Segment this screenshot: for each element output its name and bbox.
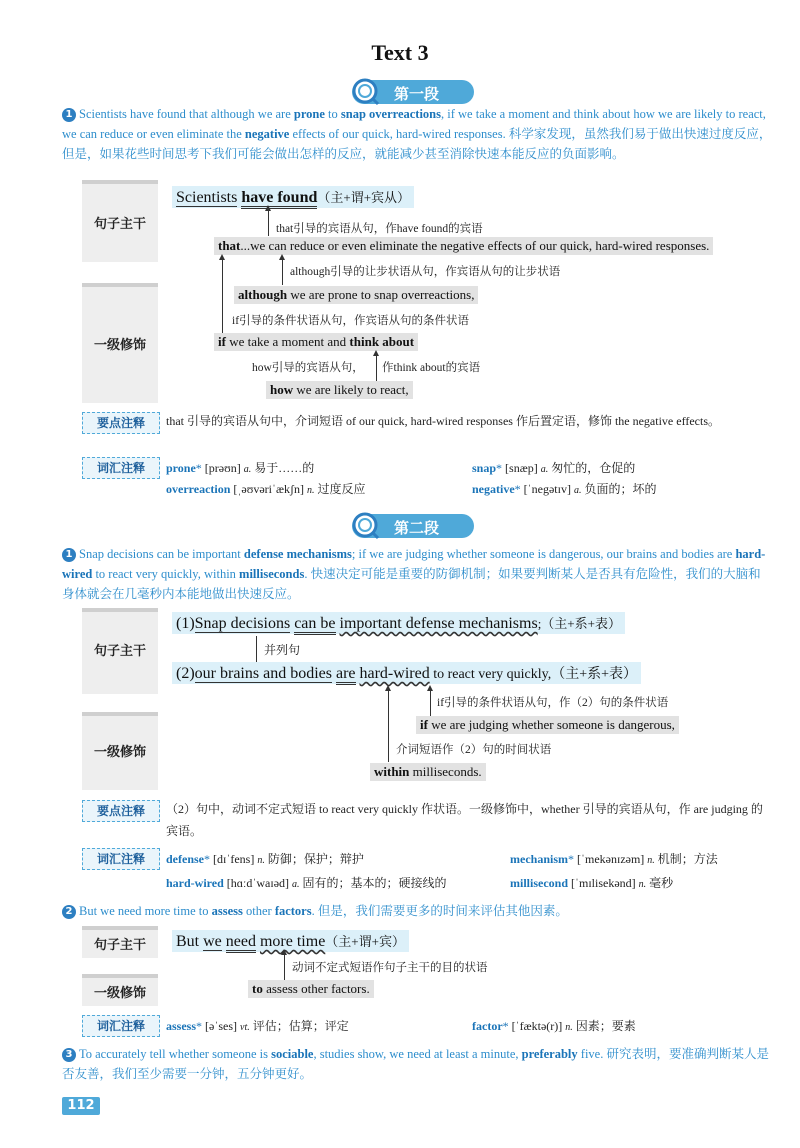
para-text: . 但是，我们需要更多的时间来评估其他因素。 <box>311 904 568 918</box>
para-keyword: sociable <box>271 1047 314 1061</box>
clause-keyword: think about <box>349 334 415 349</box>
vocab-phonetic: [ˈfæktə(r)] <box>511 1019 563 1033</box>
vocab-meaning: 机制；方法 <box>657 852 718 866</box>
modifier-label: 一级修饰 <box>93 986 146 1001</box>
vocab-phonetic: [əˈses] <box>205 1019 237 1033</box>
core-pattern-note: （主+谓+宾从） <box>317 190 411 205</box>
paragraph-s2-3 <box>62 1044 772 1084</box>
clause-keyword: within <box>374 764 410 779</box>
section-heading-1 <box>352 80 474 104</box>
sentence-number: 3 <box>62 1048 76 1062</box>
vocab-word: overreaction <box>166 482 231 496</box>
sentence-number: 2 <box>62 905 76 919</box>
vocab-pos: vt. <box>240 1022 250 1033</box>
annotation: that引导的宾语从句，作have found的宾语 <box>276 223 483 235</box>
core-verb: are <box>336 665 356 685</box>
annotation: how引导的宾语从句， <box>252 362 364 374</box>
para-keyword: assess <box>211 904 243 918</box>
clause-keyword: although <box>238 287 288 302</box>
core-subject: we <box>203 933 222 950</box>
para-text: Scientists have found that although we are <box>79 107 294 121</box>
paragraph-s1-1 <box>62 104 772 164</box>
vocab-pos: n. <box>638 879 647 890</box>
core-verb: can be <box>294 615 335 635</box>
core-label: 句子主干 <box>93 217 146 232</box>
para-text: . 快速决定可能是重要的防御机制；如果要判断某人是否具有危险性，我们的大脑和身体就会在几毫秒内本能地做出快速反应。 <box>62 567 761 601</box>
vocab-pos: n. <box>565 1022 573 1033</box>
para-keyword: factors <box>274 904 312 918</box>
core-text: But <box>176 933 204 950</box>
para-text: To accurately tell whether someone is <box>79 1047 272 1061</box>
para-text: , studies show, we need at least a minute, <box>313 1047 522 1061</box>
annotation: 并列句 <box>264 643 301 657</box>
clause-if <box>214 333 418 351</box>
core-object: important defense mechanisms <box>339 615 538 632</box>
vocab-pos: n. <box>257 855 265 866</box>
core-subject: Scientists <box>176 189 238 206</box>
clause-text: milliseconds. <box>409 764 482 779</box>
vocab-phonetic: [snæp] <box>505 461 538 475</box>
section-heading-2 <box>352 514 474 538</box>
para-text: to react very quickly, within <box>92 567 240 581</box>
clause-keyword: that <box>218 238 241 253</box>
vocab-word: prone <box>166 461 196 475</box>
vocab-tag: 词汇注释 <box>82 848 160 870</box>
vocab-pos: a. <box>573 485 582 496</box>
vocab-meaning: 毫秒 <box>649 876 674 890</box>
core-sentence-1 <box>172 612 625 634</box>
core-index: (2) <box>176 665 195 682</box>
vocab-meaning: 防御；保护；辩护 <box>267 852 364 866</box>
vocab-pos: a. <box>540 464 549 475</box>
sentence-number: 1 <box>62 548 76 562</box>
vocab-phonetic: [ˈmɪlisekənd] <box>571 876 636 890</box>
annotation: 介词短语作（2）句的时间状语 <box>396 744 552 756</box>
vocab-word: defense <box>166 852 204 866</box>
section-heading-label: 第一段 <box>394 85 440 103</box>
para-keyword: snap overreactions <box>340 107 442 121</box>
vocab-entry: negative* [ˈnegətɪv] a. 负面的；坏的 <box>472 482 657 496</box>
annotation: although引导的让步状语从句，作宾语从句的让步状语 <box>290 266 561 278</box>
core-label: 句子主干 <box>93 644 146 659</box>
vocab-meaning: 负面的；坏的 <box>584 482 657 496</box>
vocab-entry <box>166 480 366 497</box>
para-text: five. 研究表明，要准确判断某人是否友善，我们至少需要一分钟，五分钟更好。 <box>62 1047 769 1081</box>
para-text: ; if we are judging whether someone is dangerous, our brains and bodies are <box>351 547 736 561</box>
para-text: But we need more time to <box>79 904 212 918</box>
clause-keyword: if <box>218 334 226 349</box>
vocab-tag: 词汇注释 <box>82 457 160 479</box>
vocab-pos: n. <box>306 485 315 496</box>
paragraph-s2-1 <box>62 544 772 604</box>
para-text: Snap decisions can be important <box>79 547 244 561</box>
vocab-phonetic: [prəʊn] <box>204 461 241 475</box>
core-object: hard-wired <box>359 665 430 682</box>
vocab-word: assess <box>166 1019 197 1033</box>
core-pattern-note: ;（主+系+表） <box>537 616 621 631</box>
vocab-pos: a. <box>243 464 252 475</box>
clause-text: assess other factors. <box>262 981 370 996</box>
clause-to <box>248 980 374 998</box>
core-sentence <box>172 186 414 208</box>
core-sentence-2 <box>172 662 641 684</box>
key-notes-tag: 要点注释 <box>82 412 160 434</box>
core-verb: have found <box>241 189 317 209</box>
core-pattern-note: to react very quickly,（主+系+表） <box>429 667 638 682</box>
section-heading-label: 第二段 <box>394 519 440 537</box>
para-keyword: prone <box>293 107 325 121</box>
vocab-word: factor <box>472 1019 503 1033</box>
vocab-word: mechanism <box>510 852 568 866</box>
vocab-entry: snap* [snæp] a. 匆忙的，仓促的 <box>472 461 636 475</box>
annotation: 动词不定式短语作句子主干的目的状语 <box>292 962 488 974</box>
core-pattern-note: （主+谓+宾） <box>325 934 405 949</box>
core-subject: our brains and bodies <box>194 665 332 682</box>
vocab-word: negative <box>472 482 515 496</box>
para-text: effects of our quick, hard-wired responses. 科学家发现，虽然我们易于做出快速过度反应，但是，如果花些时间思考下我们可能会做出怎样的反应，就能减少甚至消除快速本能反应的负面影响。 <box>62 127 772 161</box>
vocab-meaning: 评估；估算；评定 <box>252 1019 349 1033</box>
modifier-label: 一级修饰 <box>93 338 146 353</box>
clause-if <box>416 716 679 734</box>
clause-text: we take a moment and <box>225 334 350 349</box>
vocab-phonetic: [ˌəʊvəriˈækʃn] <box>233 482 304 496</box>
para-keyword: hard-wired <box>62 547 766 581</box>
core-index: (1) <box>176 615 195 632</box>
core-verb: need <box>226 933 256 953</box>
core-label: 句子主干 <box>93 938 146 953</box>
vocab-meaning: 过度反应 <box>317 482 366 496</box>
key-notes-tag: 要点注释 <box>82 800 160 822</box>
key-notes-text: that 引导的宾语从句中，介词短语 of our quick, hard-wired responses 作后置定语，修饰 the negative effects。 <box>166 414 721 428</box>
page-number: 112 <box>62 1097 100 1115</box>
page-title: Text 3 <box>371 40 429 65</box>
para-text: to <box>324 107 341 121</box>
vocab-meaning: 固有的；基本的；硬接线的 <box>302 876 447 890</box>
core-sentence <box>172 930 409 952</box>
vocab-pos: a. <box>292 879 300 890</box>
magnifier-icon <box>352 78 380 106</box>
para-keyword: preferably <box>521 1047 578 1061</box>
paragraph-s2-2 <box>62 901 772 921</box>
para-text: , if we take a moment and think about how we are likely to react, we can reduce or even eliminate the <box>62 107 766 141</box>
vocab-entry: assess* [əˈses] vt. 评估；估算；评定 <box>166 1019 349 1033</box>
vocab-entry: prone* [prəʊn] a. 易于……的 <box>166 461 315 475</box>
sentence-number: 1 <box>62 108 76 122</box>
clause-keyword: to <box>252 981 263 996</box>
key-notes-text: （2）句中，动词不定式短语 to react very quickly 作状语。一级修饰中，whether 引导的宾语从句，作 are judging 的宾语。 <box>166 802 763 838</box>
para-keyword: defense mechanisms <box>243 547 352 561</box>
vocab-phonetic: [ˈnegətɪv] <box>523 482 571 496</box>
vocab-word: hard-wired <box>166 876 224 890</box>
vocab-entry: defense* [dɪˈfens] n. 防御；保护；辩护 <box>166 852 364 866</box>
vocab-entry <box>166 874 447 891</box>
vocab-word: snap <box>472 461 497 475</box>
magnifier-icon <box>352 512 380 540</box>
clause-within <box>370 763 486 781</box>
vocab-entry: factor* [ˈfæktə(r)] n. 因素；要素 <box>472 1019 636 1033</box>
clause-text: we are judging whether someone is dangerous, <box>427 717 675 732</box>
clause-although <box>234 286 478 304</box>
vocab-entry <box>510 874 673 891</box>
clause-text: ...we can reduce or even eliminate the negative effects of our quick, hard-wired responses. <box>240 238 710 253</box>
clause-keyword: if <box>420 717 428 732</box>
vocab-meaning: 易于……的 <box>254 461 315 475</box>
clause-text: we are likely to react, <box>293 382 409 397</box>
annotation: if引导的条件状语从句，作（2）句的条件状语 <box>437 697 669 709</box>
clause-text: we are prone to snap overreactions, <box>287 287 475 302</box>
clause-keyword: how <box>270 382 294 397</box>
vocab-phonetic: [ˈmekənɪzəm] <box>577 852 645 866</box>
clause-how <box>266 381 413 399</box>
annotation: if引导的条件状语从句，作宾语从句的条件状语 <box>232 315 470 327</box>
vocab-tag: 词汇注释 <box>82 1015 160 1037</box>
vocab-word: millisecond <box>510 876 569 890</box>
para-keyword: milliseconds <box>239 567 305 581</box>
vocab-meaning: 匆忙的，仓促的 <box>551 461 636 475</box>
clause-that <box>214 237 713 255</box>
para-text: other <box>242 904 275 918</box>
vocab-meaning: 因素；要素 <box>575 1019 636 1033</box>
annotation: 作think about的宾语 <box>382 362 481 374</box>
vocab-phonetic: [dɪˈfens] <box>213 852 255 866</box>
core-subject: Snap decisions <box>194 615 291 632</box>
para-keyword: negative <box>244 127 290 141</box>
modifier-label: 一级修饰 <box>93 745 146 760</box>
vocab-entry: mechanism* [ˈmekənɪzəm] n. 机制；方法 <box>510 852 718 866</box>
vocab-pos: n. <box>647 855 655 866</box>
core-object: more time <box>259 933 326 950</box>
vocab-phonetic: [hɑːdˈwaɪəd] <box>226 876 290 890</box>
